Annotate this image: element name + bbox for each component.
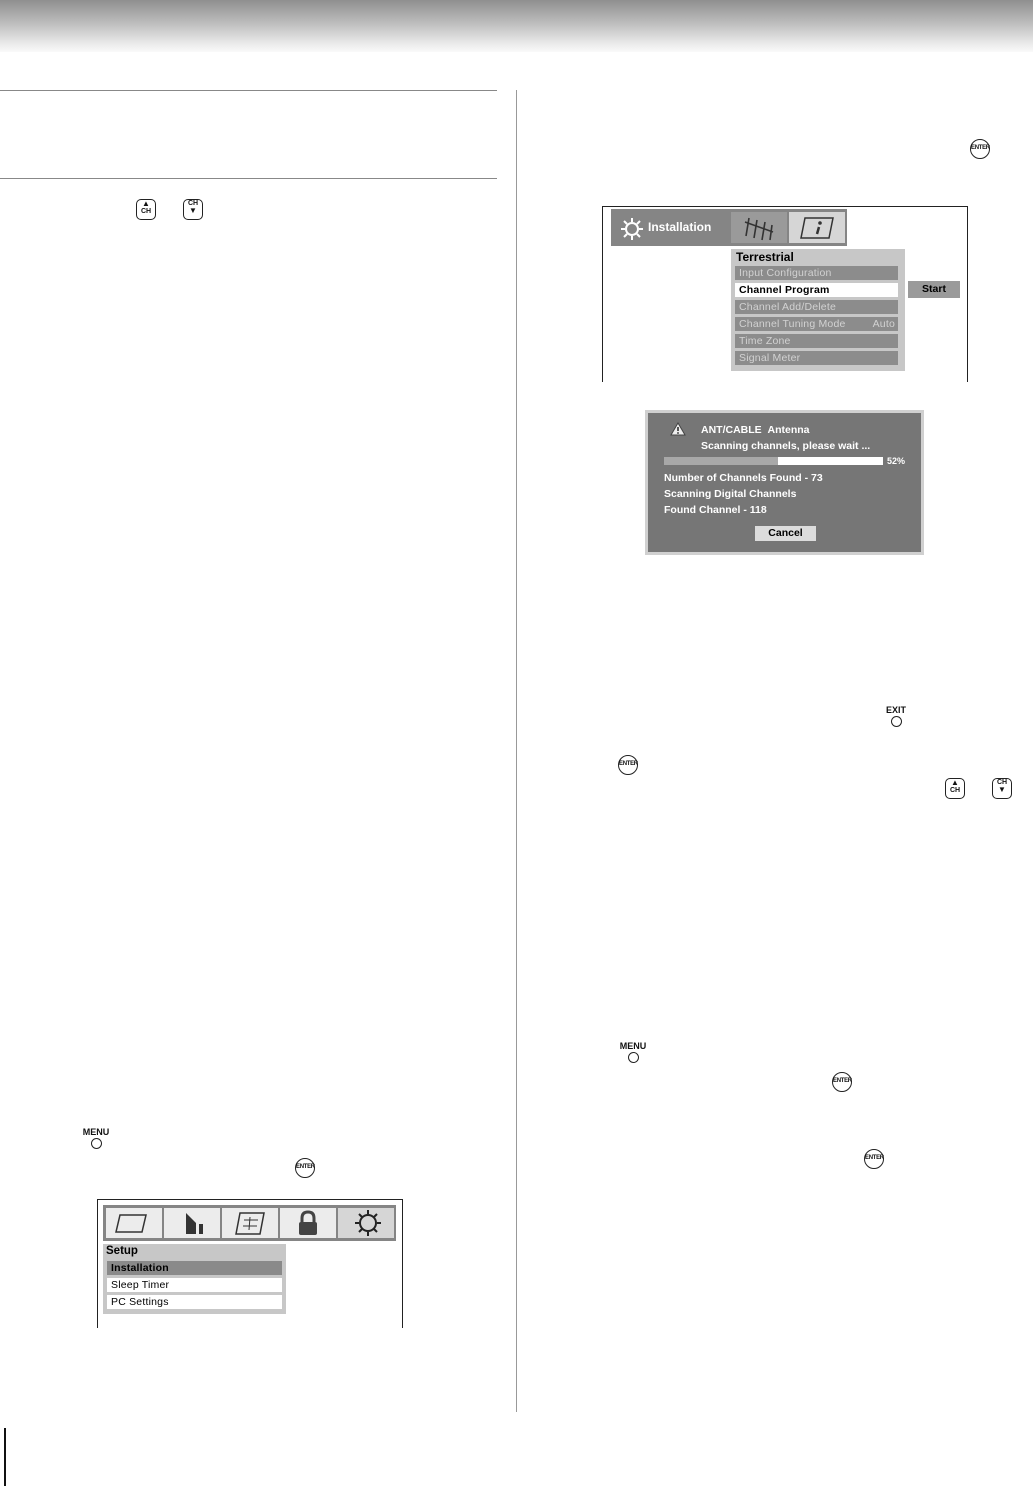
menu-item-channel-tuning-mode[interactable]: Channel Tuning Mode Auto <box>735 317 898 331</box>
menu-item-installation[interactable]: Installation <box>107 1261 282 1275</box>
menu-item-sleep-timer[interactable]: Sleep Timer <box>107 1278 282 1292</box>
enter-button-icon: ENTER <box>295 1158 315 1178</box>
antenna-icon[interactable] <box>731 212 787 243</box>
menu-item-input-configuration[interactable]: Input Configuration <box>735 266 898 280</box>
column-divider <box>516 90 517 1412</box>
ch-down-button-icon: CH ▼ <box>183 199 203 220</box>
scan-progress-label: 52% <box>887 456 906 466</box>
setup-menu-panel <box>103 1244 286 1314</box>
cancel-button[interactable]: Cancel <box>755 526 816 541</box>
enter-button-icon: ENTER <box>618 755 638 775</box>
channel-scan-dialog <box>645 410 924 555</box>
preferences-icon[interactable] <box>222 1208 278 1238</box>
scan-progress-fill <box>664 457 778 465</box>
menu-item-channel-program[interactable]: Channel Program <box>735 283 898 297</box>
section-rule-top <box>0 90 497 91</box>
setup-icon[interactable] <box>338 1208 394 1238</box>
scan-source-line <box>701 424 810 436</box>
installation-menu-panel <box>731 249 905 371</box>
exit-button-icon: EXIT <box>881 706 911 727</box>
setup-menu-title: Setup <box>106 1245 138 1257</box>
warning-icon <box>670 422 686 436</box>
menu-button-icon: MENU <box>617 1042 649 1063</box>
lock-icon[interactable] <box>280 1208 336 1238</box>
menu-item-time-zone[interactable]: Time Zone <box>735 334 898 348</box>
enter-button-icon: ENTER <box>832 1072 852 1092</box>
installation-menu-header <box>611 209 847 246</box>
setup-icon <box>621 218 643 240</box>
enter-button-icon: ENTER <box>864 1149 884 1169</box>
menu-item-signal-meter[interactable]: Signal Meter <box>735 351 898 365</box>
picture-icon[interactable] <box>106 1208 162 1238</box>
scan-source-value: Antenna <box>767 424 810 436</box>
channel-tuning-mode-value: Auto <box>872 318 895 330</box>
setup-menu-screen <box>97 1199 403 1328</box>
info-icon[interactable] <box>789 212 845 243</box>
scanning-type-text: Scanning Digital Channels <box>664 488 797 500</box>
section-rule-bottom <box>0 178 497 179</box>
channels-found-text: Number of Channels Found - 73 <box>664 472 823 484</box>
setup-menu-tab-bar <box>103 1205 396 1241</box>
page-edge-mark <box>4 1428 6 1486</box>
ch-down-button-icon: CH ▼ <box>992 778 1012 799</box>
ch-up-button-icon: ▲ CH <box>136 199 156 220</box>
menu-item-pc-settings[interactable]: PC Settings <box>107 1295 282 1309</box>
scan-message: Scanning channels, please wait ... <box>701 440 871 452</box>
installation-section-title: Terrestrial <box>736 250 794 264</box>
audio-icon[interactable] <box>164 1208 220 1238</box>
found-channel-text: Found Channel - 118 <box>664 504 767 516</box>
ch-up-button-icon: ▲ CH <box>945 778 965 799</box>
installation-menu-title: Installation <box>648 220 712 234</box>
menu-item-channel-add-delete[interactable]: Channel Add/Delete <box>735 300 898 314</box>
start-button[interactable] <box>908 281 960 298</box>
installation-menu-screen <box>602 206 968 382</box>
scan-progress-track <box>664 457 883 465</box>
scan-source-label: ANT/CABLE <box>701 424 762 436</box>
start-button-label: Start <box>910 282 958 297</box>
enter-button-icon: ENTER <box>970 139 990 159</box>
menu-button-icon: MENU <box>80 1128 112 1149</box>
page-header-bar <box>0 0 1033 52</box>
